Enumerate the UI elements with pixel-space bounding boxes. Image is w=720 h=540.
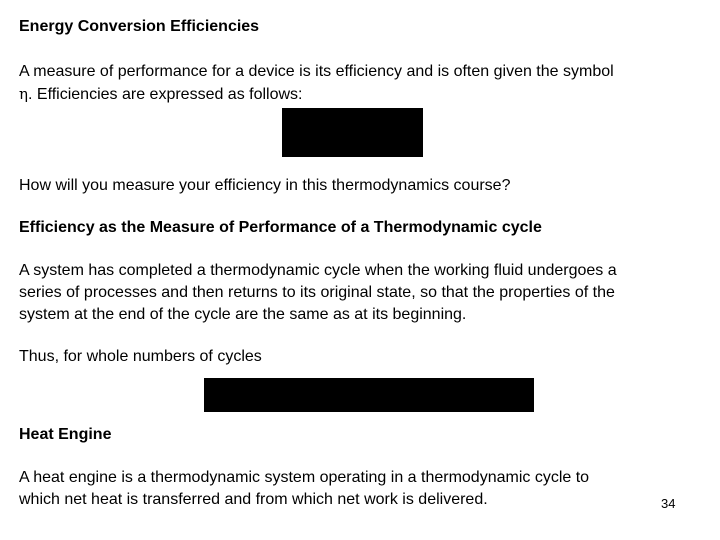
efficiency-paragraph-line-2-text: . Efficiencies are expressed as follows: xyxy=(28,86,303,103)
heading-energy-conversion: Energy Conversion Efficiencies xyxy=(19,18,260,35)
page-number: 34 xyxy=(661,496,676,511)
whole-cycles-text: Thus, for whole numbers of cycles xyxy=(19,348,262,365)
heat-engine-paragraph-line-2: which net heat is transferred and from which net work is delivered. xyxy=(19,491,488,508)
cycle-paragraph-line-2: series of processes and then returns to its original state, so that the properties of the xyxy=(19,284,615,301)
question-text: How will you measure your efficiency in this thermodynamics course? xyxy=(19,177,511,194)
efficiency-paragraph-line-2 xyxy=(19,83,303,106)
efficiency-paragraph-line-1: A measure of performance for a device is its efficiency and is often given the symbol xyxy=(19,63,614,80)
heat-engine-paragraph-line-1: A heat engine is a thermodynamic system operating in a thermodynamic cycle to xyxy=(19,469,590,486)
cycle-paragraph-line-3: system at the end of the cycle are the same as at its beginning. xyxy=(19,306,467,323)
eta-symbol: η xyxy=(19,85,28,103)
efficiency-equation-image xyxy=(282,108,423,157)
cycle-paragraph-line-1: A system has completed a thermodynamic cycle when the working fluid undergoes a xyxy=(19,262,617,279)
heading-cycle-efficiency: Efficiency as the Measure of Performance of a Thermodynamic cycle xyxy=(19,219,542,236)
heading-heat-engine: Heat Engine xyxy=(19,426,112,443)
cycle-equation-image xyxy=(204,378,534,412)
